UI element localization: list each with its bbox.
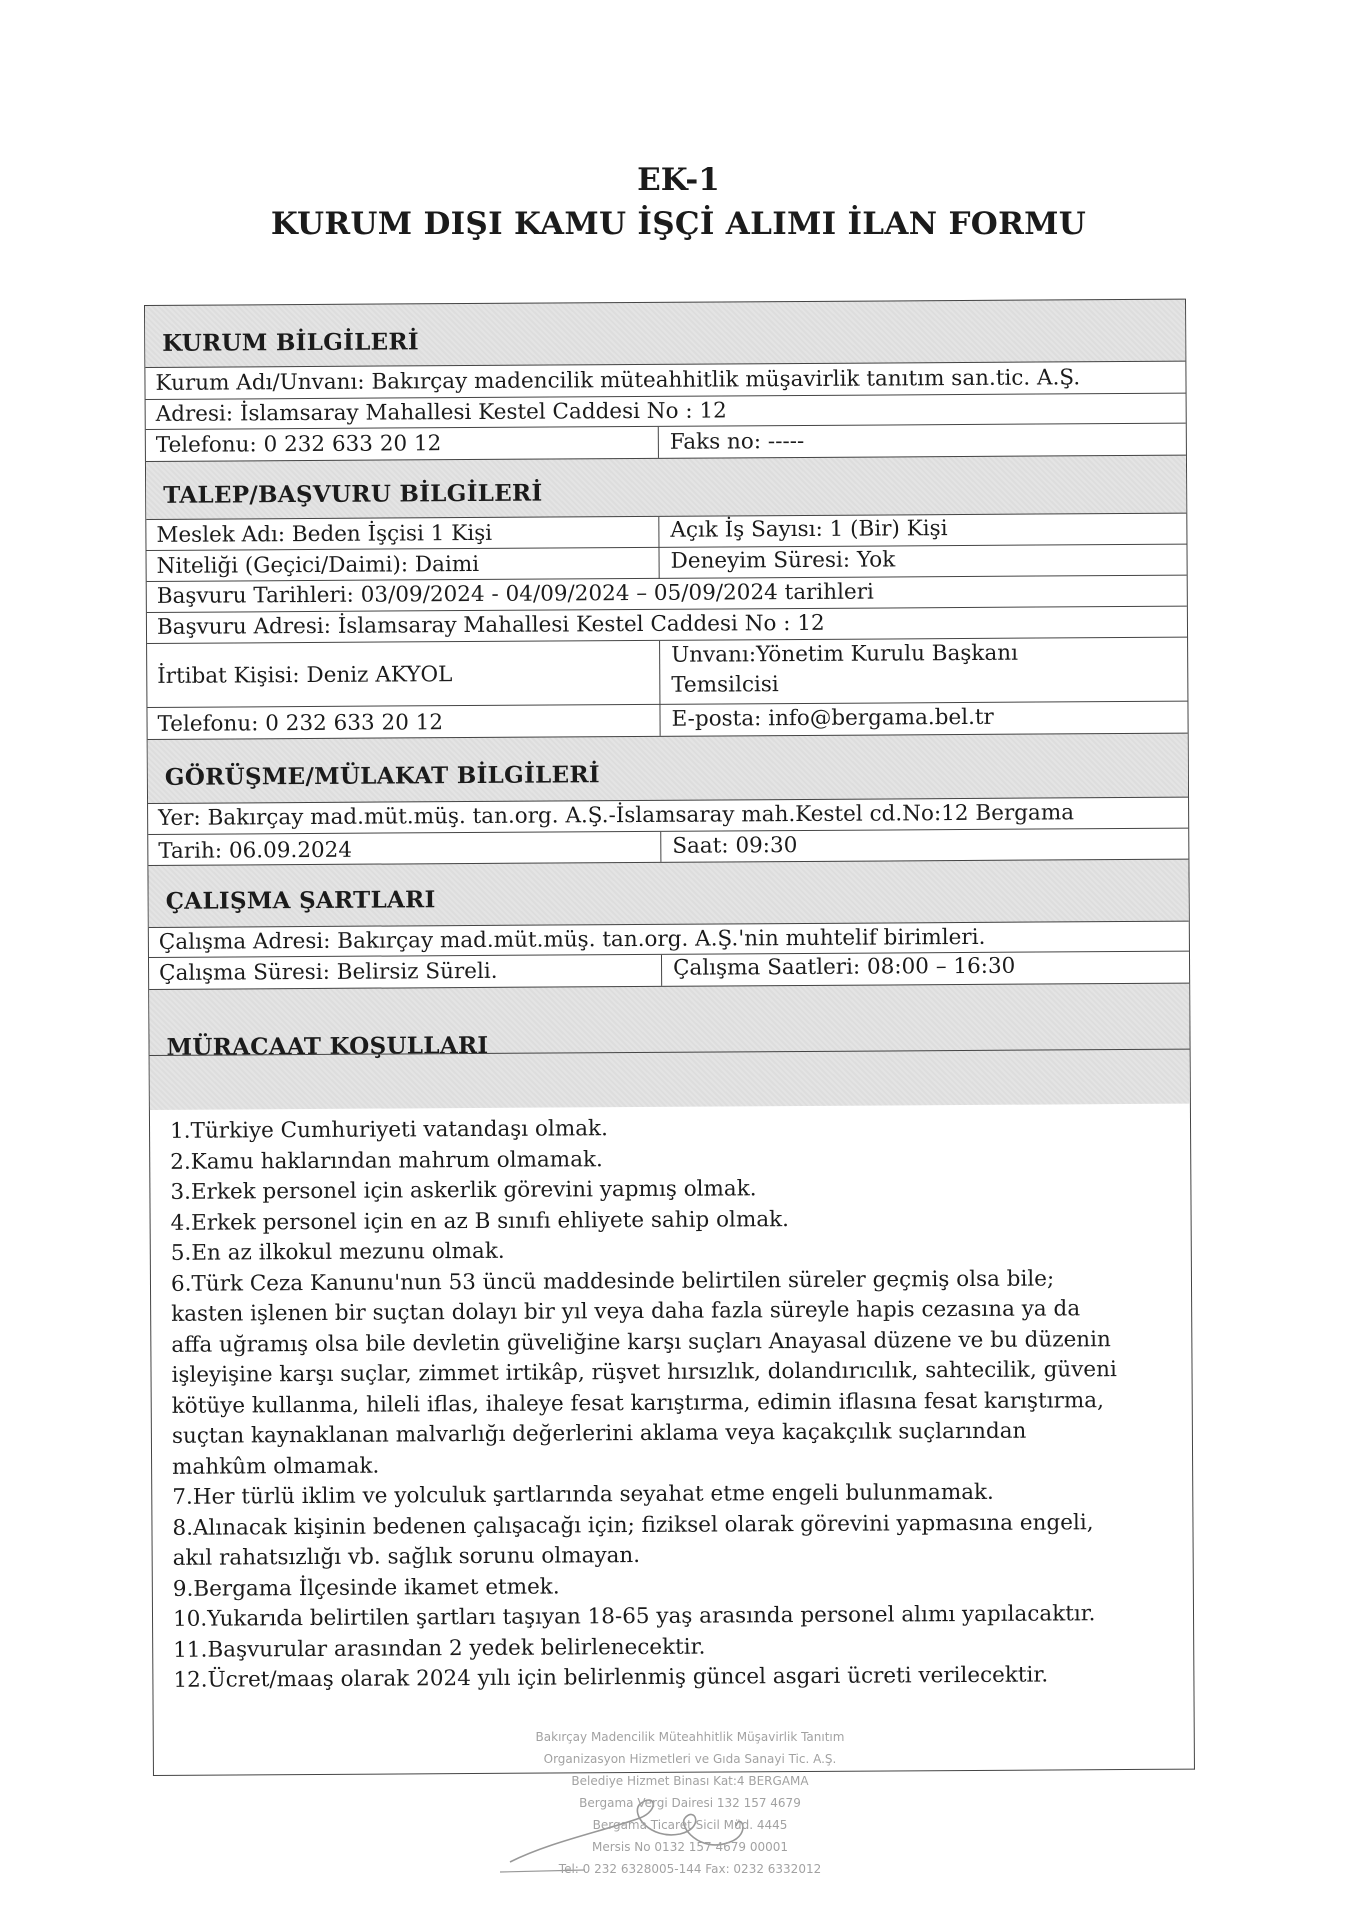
company-stamp — [490, 1722, 890, 1900]
section-kurum-title: KURUM BİLGİLERİ — [162, 328, 420, 357]
section-calisma-header — [148, 859, 1188, 928]
conditions-list — [170, 1111, 1179, 1697]
condition-line: kötüye kullanma, hileli iflas, ihaleye fesat karıştırma, edimin iflasına fesat karıştırma, — [171, 1387, 1104, 1419]
condition-line: akıl rahatsızlığı vb. sağlık sorunu olmayan. — [172, 1542, 641, 1571]
stamp-line: Bakırçay Madencilik Müteahhitlik Müşavirlik Tanıtım — [535, 1730, 845, 1744]
section-talep-header — [146, 455, 1186, 520]
gorusme-tarih: Tarih: 06.09.2024 — [158, 837, 353, 864]
condition-line: 7.Her türlü iklim ve yolculuk şartlarında seyahat etme engeli bulunmamak. — [172, 1479, 994, 1510]
stamp-line: Bergama Ticaret Sicil Müd. 4445 — [592, 1818, 788, 1832]
divider — [659, 641, 660, 705]
unvan-line1: Unvanı:Yönetim Kurulu Başkanı — [671, 640, 1019, 668]
section-gorusme-title: GÖRÜŞME/MÜLAKAT BİLGİLERİ — [164, 761, 600, 791]
calisma-adresi: Çalışma Adresi: Bakırçay mad.müt.müş. tan.org. A.Ş.'nin muhtelif birimleri. — [158, 924, 986, 955]
deneyim-suresi: Deneyim Süresi: Yok — [670, 547, 896, 574]
stamp-line: Tel: 0 232 6328005-144 Fax: 0232 6332012 — [558, 1862, 822, 1876]
irtibat-kisisi: İrtibat Kişisi: Deniz AKYOL — [157, 662, 453, 689]
acik-is-sayisi: Açık İş Sayısı: 1 (Bir) Kişi — [670, 516, 948, 543]
condition-line: 10.Yukarıda belirtilen şartları taşıyan 18-65 yaş arasında personel alımı yapılacaktır. — [172, 1601, 1096, 1632]
divider — [658, 548, 659, 579]
divider — [658, 517, 659, 548]
condition-line: 3.Erkek personel için askerlik görevini yapmış olmak. — [170, 1176, 757, 1205]
basvuru-adresi: Başvuru Adresi: İslamsaray Mahallesi Kestel Caddesi No : 12 — [156, 610, 825, 640]
section-kurum-header — [145, 299, 1185, 368]
talep-phone: Telefonu: 0 232 633 20 12 — [157, 710, 444, 737]
section-talep-title: TALEP/BAŞVURU BİLGİLERİ — [163, 479, 543, 509]
announcement-form — [144, 299, 1195, 1776]
calisma-suresi: Çalışma Süresi: Belirsiz Süreli. — [159, 958, 498, 986]
talep-email: E-posta: info@bergama.bel.tr — [671, 704, 994, 732]
condition-line: kasten işlenen bir suçtan dolayı bir yıl veya daha fazla süreyle hapis cezasına ya da — [171, 1296, 1081, 1327]
condition-line: 8.Alınacak kişinin bedenen çalışacağı için; fiziksel olarak görevini yapmasına engeli, — [172, 1509, 1094, 1541]
condition-line: 9.Bergama İlçesinde ikamet etmek. — [172, 1573, 560, 1602]
section-muracaat-header — [149, 983, 1190, 1110]
divider — [658, 427, 659, 459]
gorusme-saat: Saat: 09:30 — [672, 833, 798, 859]
condition-line: affa uğramış olsa bile devletin güveliğine karşı suçları Anayasal düzene ve bu düzenin — [171, 1326, 1111, 1358]
basvuru-tarihleri: Başvuru Tarihleri: 03/09/2024 - 04/09/2024 – 05/09/2024 tarihleri — [156, 579, 874, 609]
divider — [661, 955, 662, 987]
row-irtibat — [147, 637, 1187, 708]
stamp-line: Belediye Hizmet Binası Kat:4 BERGAMA — [571, 1774, 809, 1788]
calisma-saatleri: Çalışma Saatleri: 08:00 – 16:30 — [672, 953, 1016, 981]
section-muracaat-title: MÜRACAAT KOŞULLARI — [166, 1031, 489, 1061]
section-calisma-title: ÇALIŞMA ŞARTLARI — [165, 886, 436, 915]
form-code: EK-1 — [637, 162, 720, 198]
condition-line: suçtan kaynaklanan malvarlığı değerlerini aklama veya kaçakçılık suçlarından — [171, 1418, 1027, 1449]
condition-line: 12.Ücret/maaş olarak 2024 yılı için belirlenmiş güncel asgari ücreti verilecektir. — [173, 1662, 1049, 1693]
stamp-line: Organizasyon Hizmetleri ve Gıda Sanayi Tic. A.Ş. — [543, 1752, 837, 1766]
condition-line: 11.Başvurular arasından 2 yedek belirlenecektir. — [173, 1634, 706, 1663]
meslek-adi: Meslek Adı: Beden İşçisi 1 Kişi — [156, 520, 493, 548]
condition-line: 5.En az ilkokul mezunu olmak. — [170, 1238, 505, 1266]
condition-line: 1.Türkiye Cumhuriyeti vatandaşı olmak. — [169, 1116, 608, 1144]
divider — [659, 705, 660, 737]
divider — [660, 832, 661, 863]
niteligi: Niteliği (Geçici/Daimi): Daimi — [156, 551, 480, 579]
unvan-line2: Temsilcisi — [671, 672, 779, 698]
form-title: KURUM DIŞI KAMU İŞÇİ ALIMI İLAN FORMU — [270, 206, 1087, 242]
condition-line: 6.Türk Ceza Kanunu'nun 53 üncü maddesinde belirtilen süreler geçmiş olsa bile; — [170, 1265, 1055, 1297]
kurum-address: Adresi: İslamsaray Mahallesi Kestel Caddesi No : 12 — [155, 398, 727, 427]
kurum-phone: Telefonu: 0 232 633 20 12 — [155, 431, 442, 458]
condition-line: mahkûm olmamak. — [172, 1453, 380, 1480]
condition-line: 2.Kamu haklarından mahrum olmamak. — [170, 1146, 603, 1175]
section-gorusme-header — [148, 733, 1188, 804]
condition-line: 4.Erkek personel için en az B sınıfı ehliyete sahip olmak. — [170, 1206, 790, 1236]
stamp-line: Bergama Vergi Dairesi 132 157 4679 — [579, 1796, 801, 1810]
gorusme-yer: Yer: Bakırçay mad.müt.müş. tan.org. A.Ş.-İslamsaray mah.Kestel cd.No:12 Bergama — [158, 800, 1075, 831]
kurum-name: Kurum Adı/Unvanı: Bakırçay madencilik müteahhitlik müşavirlik tanıtım san.tic. A.Ş. — [155, 365, 1081, 396]
kurum-fax: Faks no: ----- — [669, 428, 805, 455]
condition-line: işleyişine karşı suçlar, zimmet irtikâp, rüşvet hırsızlık, dolandırıcılık, sahtecilik, güveni — [171, 1357, 1117, 1388]
stamp-line: Mersis No 0132 157 4679 00001 — [591, 1840, 789, 1854]
